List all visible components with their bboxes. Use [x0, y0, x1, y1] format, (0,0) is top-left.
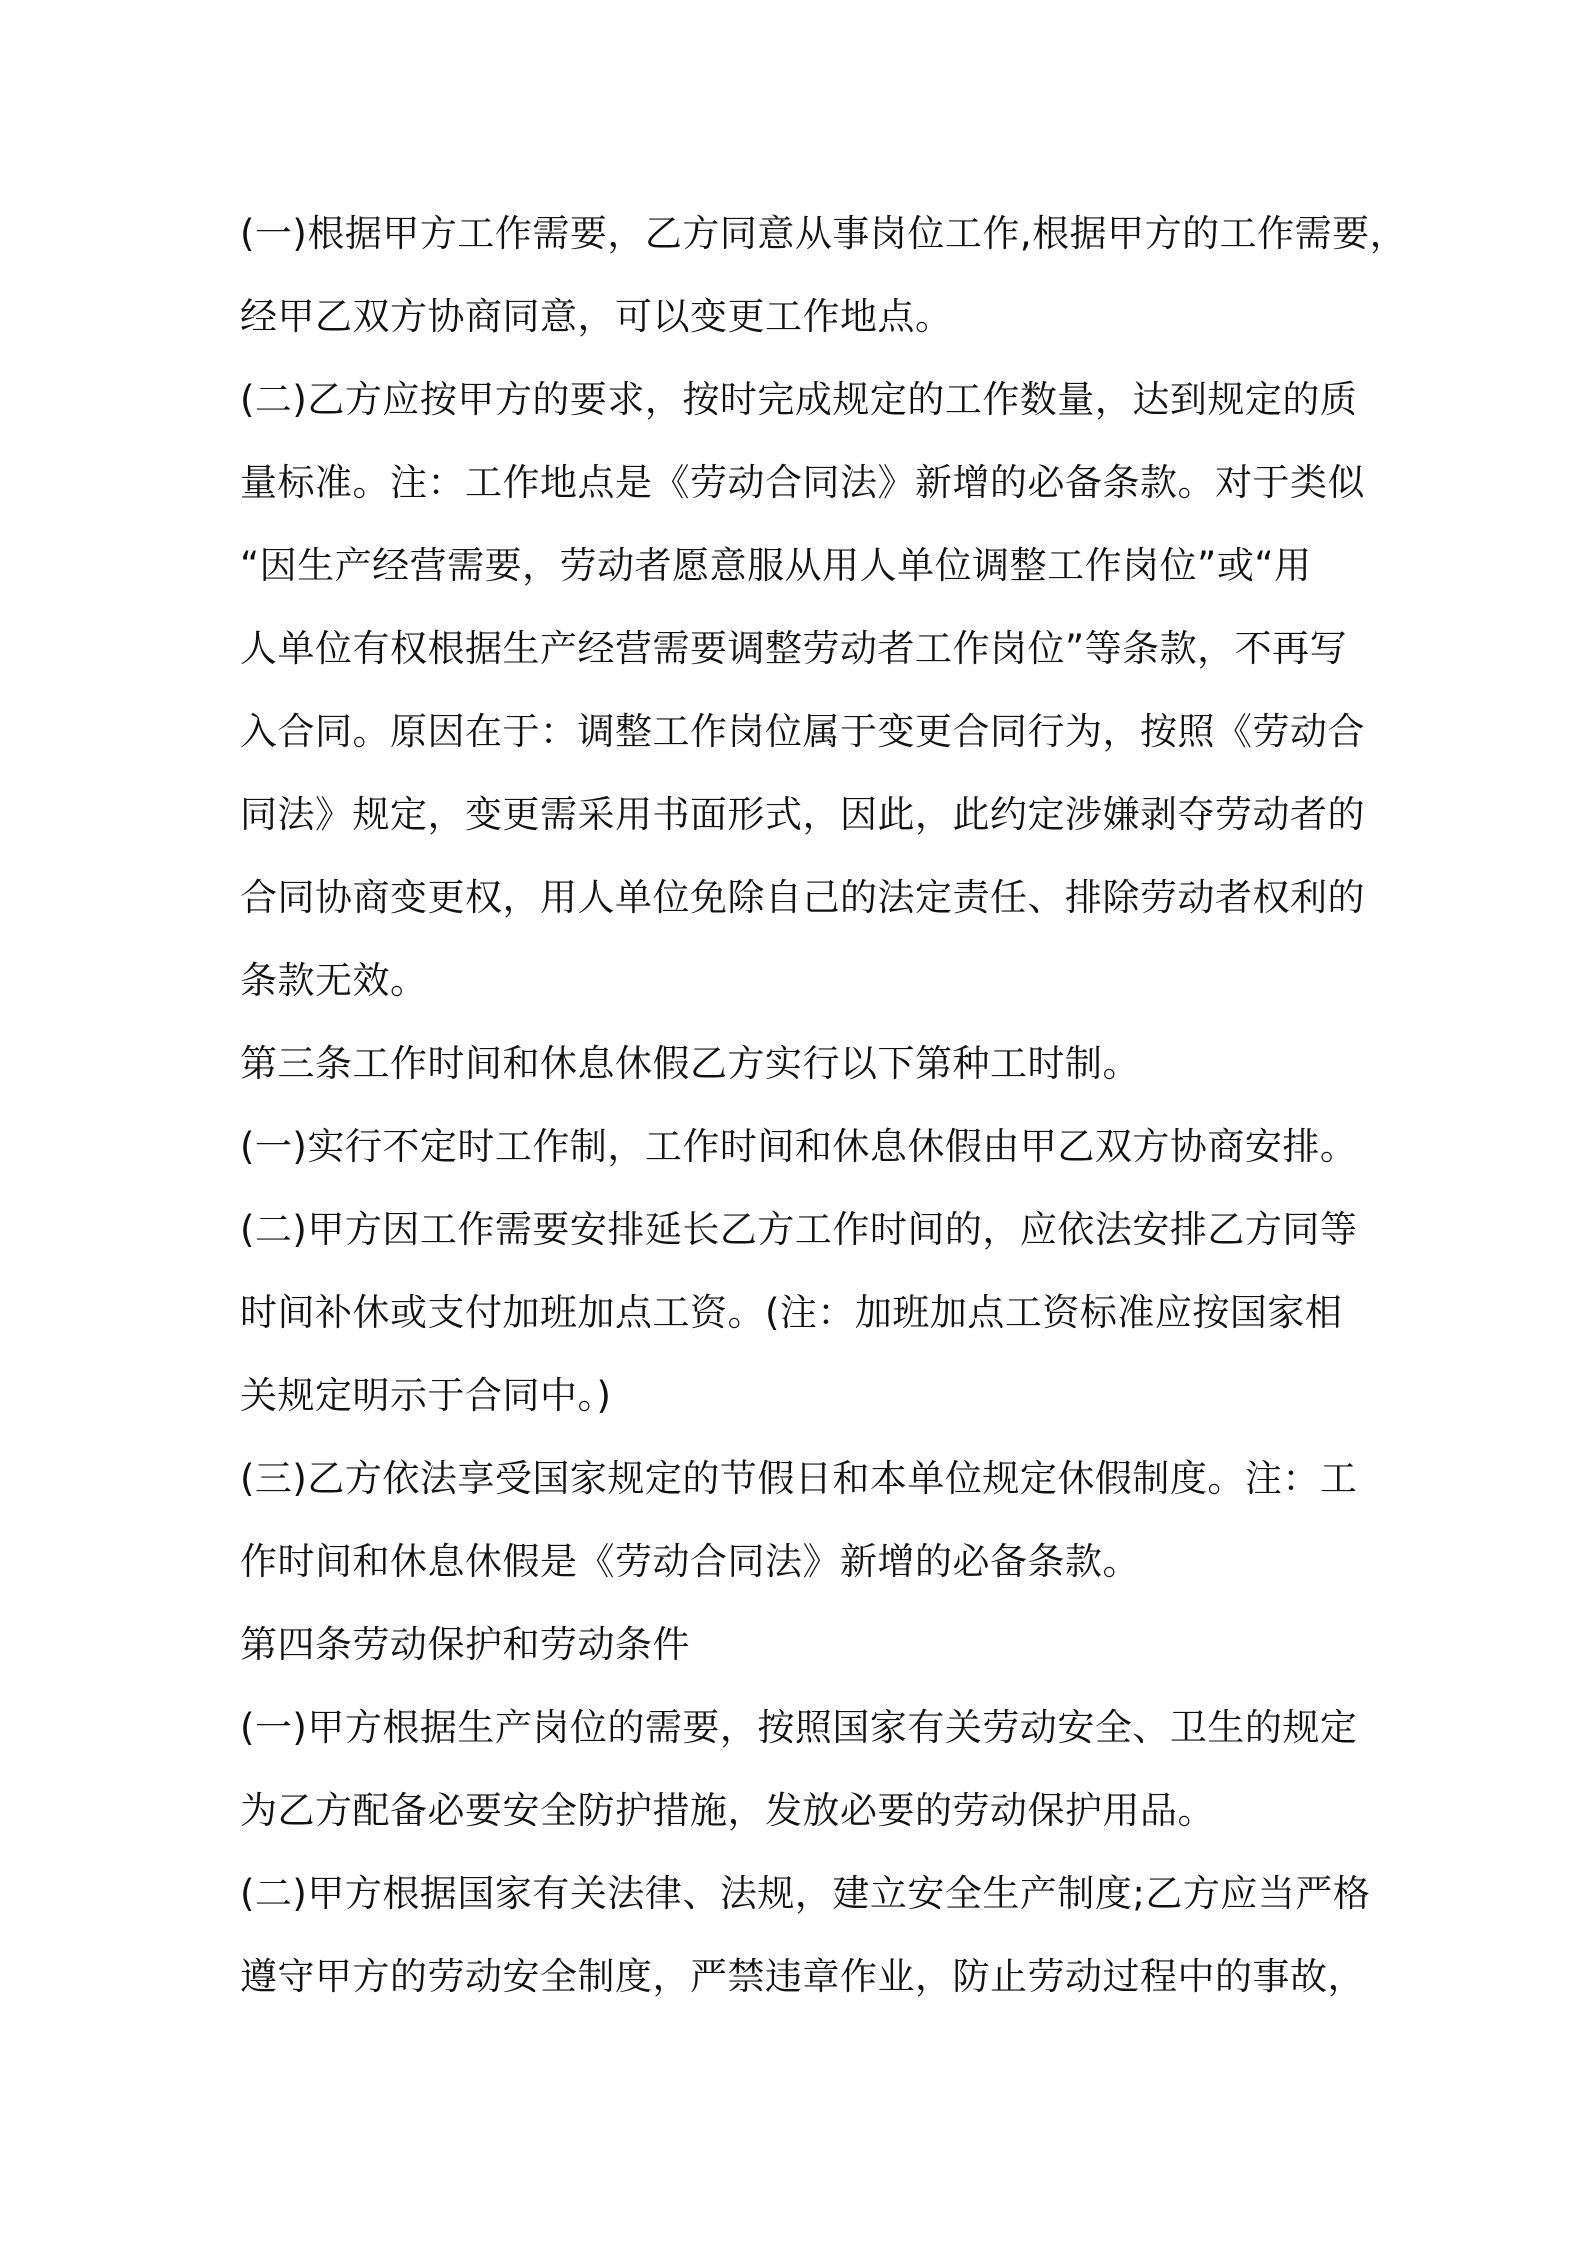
text-line: 量标准。注：工作地点是《劳动合同法》新增的必备条款。对于类似: [240, 461, 1365, 504]
text-line: 遵守甲方的劳动安全制度，严禁违章作业，防止劳动过程中的事故，: [240, 1955, 1365, 1998]
text-line: (一)实行不定时工作制，工作时间和休息休假由甲乙双方协商安排。: [240, 1125, 1358, 1168]
section-heading: 第三条工作时间和休息休假乙方实行以下第种工时制。: [240, 1042, 1140, 1085]
text-line: (二)甲方根据国家有关法律、法规，建立安全生产制度;乙方应当严格: [240, 1872, 1371, 1915]
text-line: (三)乙方依法享受国家规定的节假日和本单位规定休假制度。注：工: [240, 1457, 1358, 1500]
text-line: 同法》规定，变更需采用书面形式，因此，此约定涉嫌剥夺劳动者的: [240, 793, 1365, 836]
text-line: 作时间和休息休假是《劳动合同法》新增的必备条款。: [240, 1540, 1140, 1583]
text-line: 条款无效。: [240, 959, 428, 1002]
text-line: “因生产经营需要，劳动者愿意服从用人单位调整工作岗位”或“用: [240, 544, 1312, 587]
document-body: [240, 192, 1408, 2018]
text-line: (一)甲方根据生产岗位的需要，按照国家有关劳动安全、卫生的规定: [240, 1706, 1358, 1749]
text-line: 入合同。原因在于：调整工作岗位属于变更合同行为，按照《劳动合: [240, 710, 1365, 753]
section-heading: 第四条劳动保护和劳动条件: [240, 1623, 690, 1666]
text-line: 经甲乙双方协商同意，可以变更工作地点。: [240, 295, 953, 338]
text-line: (二)乙方应按甲方的要求，按时完成规定的工作数量，达到规定的质: [240, 378, 1358, 421]
text-line: 时间补休或支付加班加点工资。(注：加班加点工资标准应按国家相: [240, 1291, 1343, 1334]
text-line: 关规定明示于合同中。): [240, 1374, 612, 1417]
text-line: 人单位有权根据生产经营需要调整劳动者工作岗位”等条款，不再写: [240, 627, 1348, 670]
text-line: (一)根据甲方工作需要，乙方同意从事岗位工作,根据甲方的工作需要，: [240, 212, 1408, 255]
text-line: (二)甲方因工作需要安排延长乙方工作时间的，应依法安排乙方同等: [240, 1208, 1358, 1251]
text-line: 为乙方配备必要安全防护措施，发放必要的劳动保护用品。: [240, 1789, 1215, 1832]
text-line: 合同协商变更权，用人单位免除自己的法定责任、排除劳动者权利的: [240, 876, 1365, 919]
